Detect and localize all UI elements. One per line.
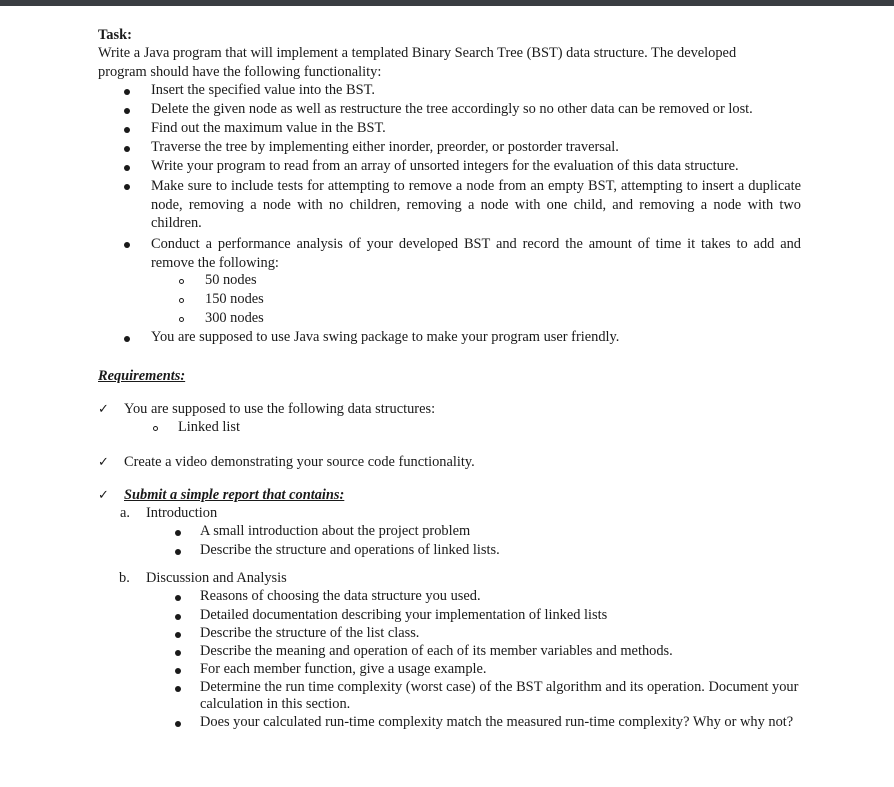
- bullet-icon: [124, 184, 130, 190]
- checkmark-icon: ✓: [98, 402, 109, 417]
- bullet-icon: [175, 650, 181, 656]
- bullet-icon: [175, 668, 181, 674]
- bullet-icon: [175, 614, 181, 620]
- bullet-icon: [124, 89, 130, 95]
- task-intro-line2: program should have the following functionality:: [98, 64, 382, 80]
- section-b-bullet-7: Does your calculated run-time complexity match the measured run-time complexity? Why or why not?: [200, 714, 794, 730]
- section-b-bullet-1: Reasons of choosing the data structure you used.: [200, 588, 481, 604]
- section-b-bullet-4: Describe the meaning and operation of each of its member variables and methods.: [200, 643, 673, 659]
- task-sub-bullet-2: 150 nodes: [205, 291, 264, 307]
- requirement-item-3: Submit a simple report that contains:: [124, 487, 345, 503]
- task-bullet-5: Write your program to read from an array of unsorted integers for the evaluation of this data structure.: [151, 158, 739, 174]
- task-heading: Task:: [98, 27, 132, 43]
- checkmark-icon: ✓: [98, 455, 109, 470]
- bullet-icon: [175, 595, 181, 601]
- bullet-icon: [175, 632, 181, 638]
- section-b-bullet-5: For each member function, give a usage example.: [200, 661, 487, 677]
- section-b-label: b.: [119, 570, 130, 586]
- sub-bullet-icon: [179, 317, 184, 322]
- requirement-item-1: You are supposed to use the following data structures:: [124, 401, 436, 417]
- task-sub-bullet-1: 50 nodes: [205, 272, 257, 288]
- task-sub-bullet-3: 300 nodes: [205, 310, 264, 326]
- bullet-icon: [124, 127, 130, 133]
- sub-bullet-icon: [179, 298, 184, 303]
- requirement-item-1-sub: Linked list: [178, 419, 240, 435]
- section-a-label: a.: [120, 505, 130, 521]
- checkmark-icon: ✓: [98, 488, 109, 503]
- section-b-bullet-3: Describe the structure of the list class.: [200, 625, 420, 641]
- section-a-bullet-1: A small introduction about the project problem: [200, 523, 471, 539]
- bullet-icon: [124, 108, 130, 114]
- task-bullet-7: Conduct a performance analysis of your developed BST and record the amount of time it takes to add and remove the following:: [151, 236, 801, 271]
- bullet-icon: [175, 549, 181, 555]
- task-bullet-3: Find out the maximum value in the BST.: [151, 120, 386, 136]
- section-b-title: Discussion and Analysis: [146, 570, 287, 586]
- section-b-bullet-6: Determine the run time complexity (worst case) of the BST algorithm and its operation. Document your calculation in this section.: [200, 679, 799, 712]
- requirement-item-2: Create a video demonstrating your source code functionality.: [124, 454, 475, 470]
- bullet-icon: [124, 146, 130, 152]
- section-a-bullet-2: Describe the structure and operations of linked lists.: [200, 542, 500, 558]
- requirements-heading: Requirements:: [98, 368, 186, 384]
- bullet-icon: [124, 336, 130, 342]
- task-bullet-1: Insert the specified value into the BST.: [151, 82, 375, 98]
- task-bullet-6: Make sure to include tests for attempting to remove a node from an empty BST, attempting to insert a duplicate node, removing a node with no children, removing a node with one child, and removing a node with two children.: [151, 178, 801, 231]
- bullet-icon: [175, 530, 181, 536]
- task-bullet-4: Traverse the tree by implementing either inorder, preorder, or postorder traversal.: [151, 139, 619, 155]
- sub-bullet-icon: [153, 426, 158, 431]
- sub-bullet-icon: [179, 279, 184, 284]
- section-b-bullet-2: Detailed documentation describing your implementation of linked lists: [200, 607, 608, 623]
- section-a-title: Introduction: [146, 505, 218, 521]
- task-intro-line1: Write a Java program that will implement a templated Binary Search Tree (BST) data structure. The developed: [98, 45, 737, 61]
- bullet-icon: [124, 242, 130, 248]
- bullet-icon: [175, 721, 181, 727]
- task-bullet-8: You are supposed to use Java swing package to make your program user friendly.: [151, 329, 620, 345]
- task-bullet-2: Delete the given node as well as restructure the tree accordingly so no other data can be removed or lost.: [151, 101, 753, 117]
- bullet-icon: [124, 165, 130, 171]
- bullet-icon: [175, 686, 181, 692]
